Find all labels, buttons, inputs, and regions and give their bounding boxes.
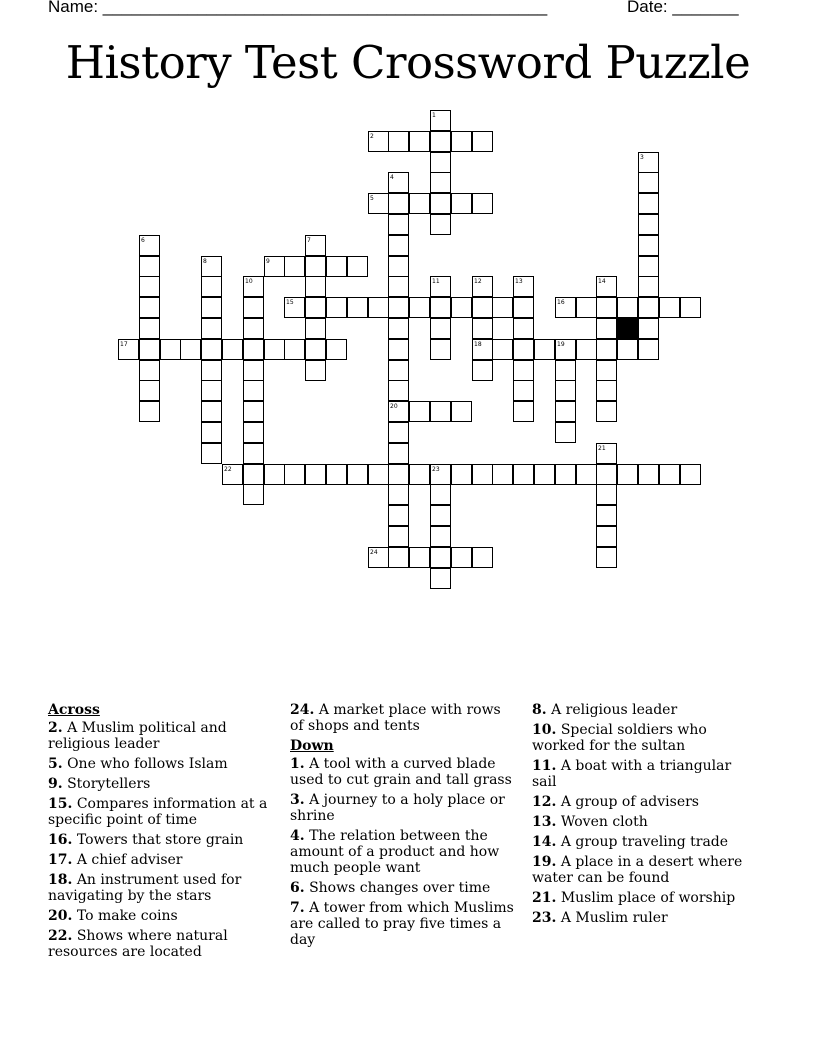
- grid-cell[interactable]: [388, 235, 409, 256]
- grid-cell[interactable]: [596, 401, 617, 422]
- grid-cell[interactable]: [430, 401, 451, 422]
- grid-cell[interactable]: [492, 297, 513, 318]
- clue-item-number: 20.: [48, 908, 73, 924]
- grid-cell[interactable]: [409, 193, 430, 214]
- grid-cell[interactable]: [576, 339, 597, 360]
- clue-item: [290, 900, 518, 948]
- clue-item-text: A place in a desert where water can be found: [532, 854, 743, 886]
- clue-item: [532, 758, 760, 790]
- grid-cell[interactable]: [139, 380, 160, 401]
- clue-item-number: 11.: [532, 758, 557, 774]
- clue-item: [290, 792, 518, 824]
- grid-cell[interactable]: [284, 297, 305, 318]
- grid-cell[interactable]: [555, 464, 576, 485]
- grid-cell[interactable]: [513, 360, 534, 381]
- grid-cell[interactable]: [492, 464, 513, 485]
- clue-item-text: Storytellers: [67, 776, 151, 792]
- clue-number: 9: [266, 258, 270, 265]
- grid-cell[interactable]: [388, 443, 409, 464]
- grid-cell[interactable]: [284, 339, 305, 360]
- grid-cell[interactable]: [388, 464, 409, 485]
- grid-cell[interactable]: [472, 339, 493, 360]
- grid-cell[interactable]: [243, 276, 264, 297]
- grid-cell[interactable]: [430, 339, 451, 360]
- grid-cell[interactable]: [409, 401, 430, 422]
- grid-cell[interactable]: [201, 443, 222, 464]
- grid-cell[interactable]: [139, 339, 160, 360]
- grid-cell[interactable]: [201, 360, 222, 381]
- grid-cell[interactable]: [264, 256, 285, 277]
- grid-cell[interactable]: [513, 297, 534, 318]
- grid-cell[interactable]: [326, 297, 347, 318]
- grid-cell[interactable]: [596, 464, 617, 485]
- clue-item-number: 22.: [48, 928, 73, 944]
- clue-item-text: A journey to a holy place or shrine: [290, 792, 505, 824]
- grid-cell[interactable]: [388, 318, 409, 339]
- clue-number: 4: [390, 174, 394, 181]
- grid-cell[interactable]: [430, 297, 451, 318]
- clue-item: [532, 814, 760, 830]
- clue-number: 1: [432, 112, 436, 119]
- grid-cell[interactable]: [638, 152, 659, 173]
- grid-cell[interactable]: [576, 464, 597, 485]
- grid-cell[interactable]: [201, 380, 222, 401]
- grid-cell[interactable]: [305, 318, 326, 339]
- grid-cell[interactable]: [368, 464, 389, 485]
- grid-cell[interactable]: [284, 464, 305, 485]
- grid-cell[interactable]: [513, 401, 534, 422]
- grid-cell[interactable]: [451, 131, 472, 152]
- grid-cell[interactable]: [243, 484, 264, 505]
- grid-cell[interactable]: [472, 131, 493, 152]
- clue-column-2: [290, 702, 518, 952]
- grid-cell[interactable]: [388, 172, 409, 193]
- grid-cell[interactable]: [201, 422, 222, 443]
- grid-cell[interactable]: [451, 297, 472, 318]
- clue-item-number: 24.: [290, 702, 315, 718]
- grid-cell[interactable]: [409, 131, 430, 152]
- clue-item: [48, 872, 276, 904]
- clue-item-number: 17.: [48, 852, 73, 868]
- clue-item-number: 23.: [532, 910, 557, 926]
- grid-cell[interactable]: [201, 256, 222, 277]
- grid-cell[interactable]: [430, 152, 451, 173]
- grid-cell[interactable]: [638, 214, 659, 235]
- grid-cell[interactable]: [617, 297, 638, 318]
- clue-item: [290, 702, 518, 734]
- clue-number: 17: [120, 341, 128, 348]
- grid-cell[interactable]: [243, 422, 264, 443]
- clue-item-text: A group traveling trade: [560, 834, 729, 850]
- grid-cell[interactable]: [222, 464, 243, 485]
- grid-cell[interactable]: [638, 297, 659, 318]
- clue-item-number: 12.: [532, 794, 557, 810]
- clue-item-number: 16.: [48, 832, 73, 848]
- grid-cell[interactable]: [492, 339, 513, 360]
- grid-cell[interactable]: [388, 193, 409, 214]
- grid-cell[interactable]: [430, 214, 451, 235]
- clue-item: [48, 756, 276, 772]
- grid-cell[interactable]: [555, 339, 576, 360]
- clue-item-text: A chief adviser: [76, 852, 183, 868]
- grid-cell[interactable]: [222, 339, 243, 360]
- grid-cell[interactable]: [243, 339, 264, 360]
- grid-cell[interactable]: [368, 131, 389, 152]
- grid-cell[interactable]: [430, 526, 451, 547]
- grid-cell[interactable]: [139, 318, 160, 339]
- clue-item-number: 2.: [48, 720, 63, 736]
- clue-item: [48, 928, 276, 960]
- grid-cell[interactable]: [160, 339, 181, 360]
- grid-cell[interactable]: [201, 401, 222, 422]
- grid-cell[interactable]: [596, 339, 617, 360]
- grid-cell[interactable]: [305, 464, 326, 485]
- grid-cell[interactable]: [472, 193, 493, 214]
- clue-column-1: [48, 702, 276, 964]
- clue-item-text: Shows changes over time: [309, 880, 491, 896]
- grid-cell[interactable]: [388, 401, 409, 422]
- clue-number: 12: [474, 278, 482, 285]
- grid-cell[interactable]: [596, 380, 617, 401]
- clue-item-text: A tool with a curved blade used to cut grain and tall grass: [290, 756, 512, 788]
- clue-number: 21: [598, 445, 606, 452]
- grid-cell[interactable]: [513, 380, 534, 401]
- grid-cell[interactable]: [388, 276, 409, 297]
- grid-cell[interactable]: [243, 401, 264, 422]
- grid-cell[interactable]: [201, 339, 222, 360]
- grid-cell[interactable]: [305, 235, 326, 256]
- grid-cell[interactable]: [430, 318, 451, 339]
- clue-item-text: The relation between the amount of a product and how much people want: [290, 828, 500, 876]
- grid-cell[interactable]: [430, 547, 451, 568]
- grid-cell[interactable]: [305, 360, 326, 381]
- across-heading: Across: [48, 702, 100, 718]
- date-field-label[interactable]: Date: _______: [627, 0, 739, 16]
- clue-item: [532, 702, 760, 718]
- grid-cell[interactable]: [659, 297, 680, 318]
- grid-cell[interactable]: [451, 193, 472, 214]
- grid-cell[interactable]: [472, 464, 493, 485]
- grid-cell[interactable]: [680, 297, 701, 318]
- clue-number: 20: [390, 403, 398, 410]
- grid-cell[interactable]: [555, 380, 576, 401]
- grid-cell[interactable]: [680, 464, 701, 485]
- grid-cell[interactable]: [305, 297, 326, 318]
- down-heading: Down: [290, 738, 334, 754]
- grid-cell[interactable]: [243, 380, 264, 401]
- clue-item-text: A group of advisers: [560, 794, 699, 810]
- clue-item-text: A market place with rows of shops and tents: [290, 702, 501, 734]
- grid-cell[interactable]: [139, 235, 160, 256]
- grid-cell[interactable]: [617, 464, 638, 485]
- grid-cell[interactable]: [638, 276, 659, 297]
- clue-item: [532, 910, 760, 926]
- grid-cell[interactable]: [388, 547, 409, 568]
- clue-item: [532, 834, 760, 850]
- grid-cell[interactable]: [409, 297, 430, 318]
- page-title: History Test Crossword Puzzle: [65, 36, 751, 89]
- grid-cell[interactable]: [243, 443, 264, 464]
- grid-cell[interactable]: [388, 360, 409, 381]
- grid-cell[interactable]: [638, 235, 659, 256]
- grid-cell[interactable]: [201, 318, 222, 339]
- grid-cell[interactable]: [596, 318, 617, 339]
- grid-cell[interactable]: [430, 172, 451, 193]
- clue-number: 10: [245, 278, 253, 285]
- grid-cell[interactable]: [305, 339, 326, 360]
- clue-item-number: 13.: [532, 814, 557, 830]
- grid-cell[interactable]: [513, 339, 534, 360]
- grid-cell[interactable]: [388, 422, 409, 443]
- clue-item-number: 4.: [290, 828, 305, 844]
- clue-item-number: 7.: [290, 900, 305, 916]
- clue-item-number: 1.: [290, 756, 305, 772]
- grid-cell[interactable]: [472, 318, 493, 339]
- grid-cell[interactable]: [534, 339, 555, 360]
- grid-cell[interactable]: [388, 297, 409, 318]
- clue-item: [290, 828, 518, 876]
- grid-cell[interactable]: [430, 505, 451, 526]
- clue-number: 14: [598, 278, 606, 285]
- clue-item-number: 3.: [290, 792, 305, 808]
- clue-item-number: 21.: [532, 890, 557, 906]
- clue-number: 6: [141, 237, 145, 244]
- grid-cell[interactable]: [243, 360, 264, 381]
- grid-cell[interactable]: [555, 401, 576, 422]
- clue-item-text: Special soldiers who worked for the sultan: [532, 722, 707, 754]
- grid-cell[interactable]: [243, 318, 264, 339]
- grid-cell[interactable]: [368, 297, 389, 318]
- clue-item-text: Towers that store grain: [76, 832, 244, 848]
- grid-cell[interactable]: [139, 256, 160, 277]
- clue-item-text: To make coins: [76, 908, 178, 924]
- clue-item-number: 18.: [48, 872, 73, 888]
- clue-item-text: A Muslim political and religious leader: [48, 720, 227, 752]
- grid-cell[interactable]: [118, 339, 139, 360]
- clue-item: [48, 908, 276, 924]
- grid-cell[interactable]: [659, 464, 680, 485]
- grid-cell[interactable]: [596, 547, 617, 568]
- grid-cell[interactable]: [430, 484, 451, 505]
- grid-cell[interactable]: [472, 547, 493, 568]
- clue-item: [532, 722, 760, 754]
- grid-cell[interactable]: [638, 318, 659, 339]
- grid-cell[interactable]: [388, 214, 409, 235]
- grid-cell[interactable]: [555, 422, 576, 443]
- clue-item-text: Muslim place of worship: [560, 890, 736, 906]
- clue-item-text: A religious leader: [551, 702, 678, 718]
- grid-cell[interactable]: [388, 131, 409, 152]
- grid-cell[interactable]: [409, 547, 430, 568]
- grid-cell[interactable]: [201, 276, 222, 297]
- grid-cell[interactable]: [139, 401, 160, 422]
- clue-item-number: 15.: [48, 796, 73, 812]
- grid-cell[interactable]: [305, 256, 326, 277]
- grid-cell[interactable]: [472, 360, 493, 381]
- grid-cell[interactable]: [638, 464, 659, 485]
- grid-cell[interactable]: [596, 505, 617, 526]
- clue-item: [290, 880, 518, 896]
- clue-item: [48, 776, 276, 792]
- clue-number: 15: [286, 299, 294, 306]
- grid-cell[interactable]: [347, 256, 368, 277]
- clue-number: 8: [203, 258, 207, 265]
- grid-cell[interactable]: [201, 297, 222, 318]
- clue-item-text: A Muslim ruler: [560, 910, 668, 926]
- grid-cell[interactable]: [513, 318, 534, 339]
- grid-cell[interactable]: [638, 256, 659, 277]
- grid-cell[interactable]: [430, 110, 451, 131]
- grid-cell[interactable]: [430, 131, 451, 152]
- black-cell: [617, 318, 638, 339]
- grid-cell[interactable]: [451, 464, 472, 485]
- grid-cell[interactable]: [284, 256, 305, 277]
- grid-cell[interactable]: [347, 297, 368, 318]
- grid-cell[interactable]: [139, 276, 160, 297]
- grid-cell[interactable]: [596, 297, 617, 318]
- clue-number: 16: [557, 299, 565, 306]
- grid-cell[interactable]: [409, 464, 430, 485]
- clue-number: 24: [370, 549, 378, 556]
- clue-item: [48, 852, 276, 868]
- grid-cell[interactable]: [264, 339, 285, 360]
- clue-number: 11: [432, 278, 440, 285]
- grid-cell[interactable]: [596, 484, 617, 505]
- grid-cell[interactable]: [596, 443, 617, 464]
- clue-item: [532, 890, 760, 906]
- clue-item-text: A tower from which Muslims are called to pray five times a day: [290, 900, 514, 948]
- grid-cell[interactable]: [388, 256, 409, 277]
- grid-cell[interactable]: [430, 276, 451, 297]
- clue-number: 7: [307, 237, 311, 244]
- grid-cell[interactable]: [472, 276, 493, 297]
- grid-cell[interactable]: [472, 297, 493, 318]
- grid-cell[interactable]: [388, 484, 409, 505]
- clue-item-number: 6.: [290, 880, 305, 896]
- grid-cell[interactable]: [305, 276, 326, 297]
- clue-item-number: 14.: [532, 834, 557, 850]
- clue-item-text: One who follows Islam: [67, 756, 228, 772]
- clue-item-text: Woven cloth: [560, 814, 648, 830]
- grid-cell[interactable]: [388, 505, 409, 526]
- clue-item: [48, 832, 276, 848]
- grid-cell[interactable]: [555, 360, 576, 381]
- grid-cell[interactable]: [596, 526, 617, 547]
- grid-cell[interactable]: [326, 339, 347, 360]
- grid-cell[interactable]: [638, 193, 659, 214]
- clue-item-text: A boat with a triangular sail: [532, 758, 732, 790]
- grid-cell[interactable]: [451, 547, 472, 568]
- grid-cell[interactable]: [180, 339, 201, 360]
- grid-cell[interactable]: [430, 464, 451, 485]
- grid-cell[interactable]: [451, 401, 472, 422]
- grid-cell[interactable]: [388, 526, 409, 547]
- clue-item: [532, 854, 760, 886]
- grid-cell[interactable]: [264, 464, 285, 485]
- clue-item-number: 5.: [48, 756, 63, 772]
- grid-cell[interactable]: [347, 464, 368, 485]
- grid-cell[interactable]: [326, 256, 347, 277]
- clue-item: [290, 756, 518, 788]
- grid-cell[interactable]: [139, 297, 160, 318]
- clue-item-text: Compares information at a specific point of time: [48, 796, 268, 828]
- grid-cell[interactable]: [596, 276, 617, 297]
- clue-number: 23: [432, 466, 440, 473]
- grid-cell[interactable]: [388, 380, 409, 401]
- grid-cell[interactable]: [638, 339, 659, 360]
- clue-item-number: 8.: [532, 702, 547, 718]
- clue-number: 5: [370, 195, 374, 202]
- clue-number: 3: [640, 154, 644, 161]
- grid-cell[interactable]: [326, 464, 347, 485]
- grid-cell[interactable]: [534, 464, 555, 485]
- clue-number: 13: [515, 278, 523, 285]
- clue-item-text: An instrument used for navigating by the stars: [48, 872, 242, 904]
- clue-item: [532, 794, 760, 810]
- name-field-label[interactable]: Name: _______________________________________________: [48, 0, 548, 16]
- clue-number: 19: [557, 341, 565, 348]
- grid-cell[interactable]: [243, 464, 264, 485]
- clue-item: [48, 796, 276, 828]
- grid-cell[interactable]: [576, 297, 597, 318]
- clue-number: 2: [370, 133, 374, 140]
- grid-cell[interactable]: [430, 568, 451, 589]
- grid-cell[interactable]: [368, 547, 389, 568]
- clue-number: 18: [474, 341, 482, 348]
- grid-cell[interactable]: [243, 297, 264, 318]
- grid-cell[interactable]: [513, 464, 534, 485]
- grid-cell[interactable]: [513, 276, 534, 297]
- clue-item-number: 9.: [48, 776, 63, 792]
- grid-cell[interactable]: [388, 339, 409, 360]
- clue-number: 22: [224, 466, 232, 473]
- clue-item-text: Shows where natural resources are located: [48, 928, 228, 960]
- clue-column-3: [532, 702, 760, 930]
- grid-cell[interactable]: [638, 172, 659, 193]
- grid-cell[interactable]: [139, 360, 160, 381]
- grid-cell[interactable]: [555, 297, 576, 318]
- grid-cell[interactable]: [368, 193, 389, 214]
- clue-item: [48, 720, 276, 752]
- grid-cell[interactable]: [617, 339, 638, 360]
- grid-cell[interactable]: [430, 193, 451, 214]
- grid-cell[interactable]: [596, 360, 617, 381]
- clue-item-number: 19.: [532, 854, 557, 870]
- clue-item-number: 10.: [532, 722, 557, 738]
